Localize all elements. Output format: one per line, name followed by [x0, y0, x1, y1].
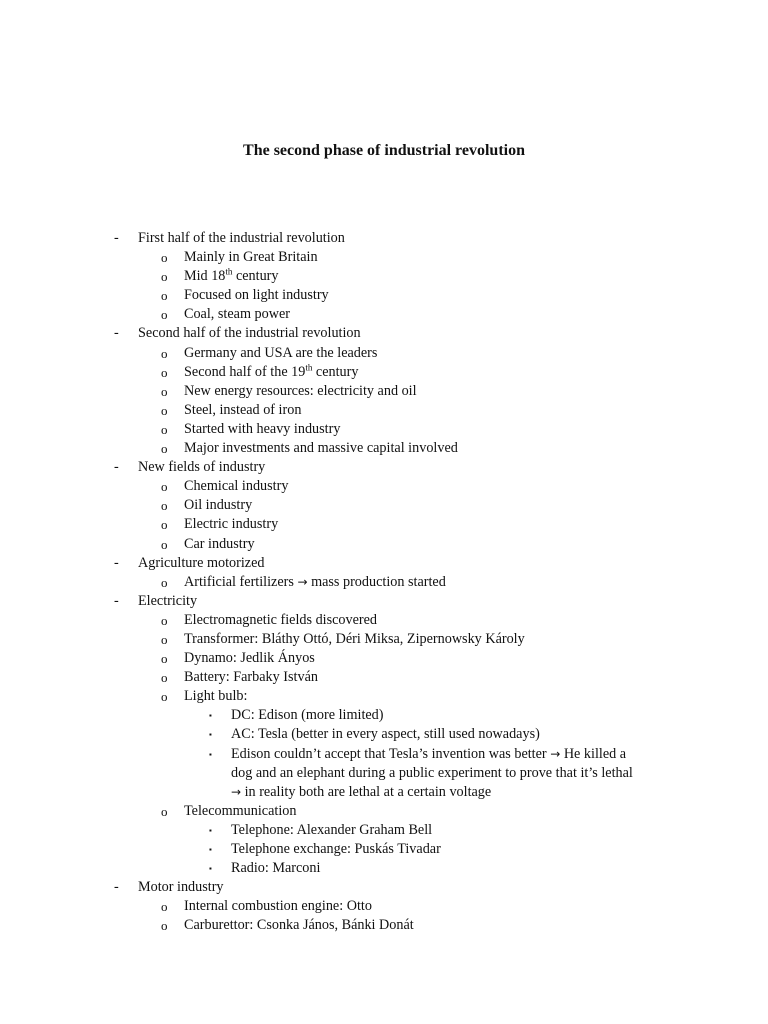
circle-bullet: o	[161, 612, 168, 628]
list-item-text: Agriculture motorized	[138, 554, 265, 571]
list-item-text: First half of the industrial revolution	[138, 230, 345, 246]
list-item-level-1	[0, 305, 768, 324]
square-bullet: ▪	[209, 730, 212, 740]
list-item-text: Telephone: Alexander Graham Bell	[231, 821, 433, 838]
text-segment: Edison couldn’t accept that Tesla’s invention was better	[231, 745, 551, 762]
dash-bullet: -	[114, 230, 119, 246]
list-item-text: Mainly in Great Britain	[184, 249, 318, 266]
list-item-level-2	[0, 859, 768, 878]
list-item-text: Electricity	[138, 592, 198, 609]
page-title: The second phase of industrial revolution	[243, 142, 525, 159]
text-segment: century	[232, 268, 279, 285]
square-bullet: ▪	[209, 749, 212, 759]
list-item-text	[184, 363, 358, 382]
circle-bullet: o	[161, 498, 168, 514]
list-item-level-2	[0, 725, 768, 744]
list-item-level-2	[0, 745, 768, 764]
text-segment: mass production started	[307, 573, 446, 590]
circle-bullet: o	[161, 269, 168, 285]
circle-bullet: o	[161, 631, 168, 647]
list-item-text: Motor industry	[138, 879, 224, 896]
circle-bullet: o	[161, 479, 168, 495]
right-arrow-icon: →	[231, 784, 242, 799]
list-item-text: Car industry	[184, 535, 255, 552]
ordinal-superscript: th	[305, 361, 313, 372]
text-segment: Mid 18	[184, 268, 226, 285]
text-segment: Artificial fertilizers	[184, 573, 298, 590]
list-item-level-1	[0, 286, 768, 305]
list-item-text: New fields of industry	[138, 459, 266, 476]
list-item-text	[231, 745, 626, 764]
circle-bullet: o	[161, 383, 168, 399]
circle-bullet: o	[161, 899, 168, 915]
text-segment: in reality both are lethal at a certain voltage	[241, 783, 492, 800]
list-item-level-1	[0, 344, 768, 363]
list-item-text: Carburettor: Csonka János, Bánki Donát	[184, 917, 414, 934]
list-item-level-1	[0, 687, 768, 706]
list-item-continuation	[0, 783, 768, 802]
list-item-text: Battery: Farbaky István	[184, 669, 318, 686]
dash-bullet: -	[114, 459, 119, 476]
list-item-level-1	[0, 916, 768, 935]
list-item-level-0	[0, 554, 768, 573]
text-segment: century	[312, 363, 359, 380]
bullet-outline	[0, 229, 768, 935]
circle-bullet: o	[161, 307, 168, 323]
circle-bullet: o	[161, 364, 168, 380]
square-bullet: ▪	[209, 864, 212, 874]
circle-bullet: o	[161, 517, 168, 533]
list-item-level-0	[0, 592, 768, 611]
list-item-continuation	[0, 764, 768, 783]
square-bullet: ▪	[209, 825, 212, 835]
circle-bullet: o	[161, 441, 168, 457]
list-item-text: Started with heavy industry	[184, 420, 341, 437]
list-item-level-1	[0, 439, 768, 458]
list-item-text: Second half of the industrial revolution	[138, 325, 361, 342]
list-item-level-0	[0, 324, 768, 343]
list-item-text: AC: Tesla (better in every aspect, still used nowadays)	[231, 726, 540, 743]
dash-bullet: -	[114, 554, 119, 571]
list-item-text: Steel, instead of iron	[184, 401, 302, 418]
circle-bullet: o	[161, 651, 168, 667]
right-arrow-icon: →	[550, 746, 561, 761]
list-item-level-1	[0, 535, 768, 554]
list-item-level-1	[0, 477, 768, 496]
circle-bullet: o	[161, 803, 168, 819]
list-item-text: Germany and USA are the leaders	[184, 344, 378, 361]
circle-bullet: o	[161, 918, 168, 934]
list-item-level-0	[0, 229, 768, 248]
list-item-level-1	[0, 515, 768, 534]
circle-bullet: o	[161, 288, 168, 304]
list-item-level-1	[0, 267, 768, 286]
square-bullet: ▪	[209, 845, 212, 854]
list-item-level-1	[0, 382, 768, 401]
list-item-level-0	[0, 458, 768, 477]
list-item-text: Coal, steam power	[184, 306, 290, 323]
list-item-text: Oil industry	[184, 497, 253, 514]
list-item-level-2	[0, 821, 768, 840]
list-item-text: DC: Edison (more limited)	[231, 707, 384, 724]
circle-bullet: o	[161, 574, 168, 590]
square-bullet: ▪	[209, 711, 212, 721]
dash-bullet: -	[114, 325, 119, 342]
list-item-text: New energy resources: electricity and oil	[184, 382, 417, 399]
list-item-level-1	[0, 248, 768, 267]
list-item-text: dog and an elephant during a public experiment to prove that it’s lethal	[231, 764, 633, 781]
list-item-text: Focused on light industry	[184, 287, 329, 304]
list-item-level-1	[0, 649, 768, 668]
list-item-text: Major investments and massive capital involved	[184, 440, 458, 457]
ordinal-superscript: th	[225, 266, 233, 277]
circle-bullet: o	[161, 421, 168, 437]
list-item-text: Internal combustion engine: Otto	[184, 898, 372, 915]
circle-bullet: o	[161, 536, 168, 552]
list-item-level-1	[0, 420, 768, 439]
list-item-level-1	[0, 611, 768, 630]
circle-bullet: o	[161, 345, 168, 361]
list-item-text: Chemical industry	[184, 478, 289, 495]
list-item-level-1	[0, 496, 768, 515]
list-item-level-1	[0, 802, 768, 821]
list-item-text	[231, 783, 491, 802]
list-item-level-1	[0, 630, 768, 649]
dash-bullet: -	[114, 592, 119, 609]
list-item-text: Radio: Marconi	[231, 860, 321, 877]
text-segment: He killed a	[560, 745, 627, 762]
circle-bullet: o	[161, 402, 168, 418]
list-item-level-1	[0, 897, 768, 916]
list-item-text: Electromagnetic fields discovered	[184, 611, 378, 628]
list-item-text: Electric industry	[184, 516, 279, 533]
list-item-level-1	[0, 573, 768, 592]
list-item-text	[184, 267, 279, 286]
list-item-text: Light bulb:	[184, 688, 248, 705]
list-item-text: Telecommunication	[184, 802, 297, 819]
list-item-text: Dynamo: Jedlik Ányos	[184, 650, 315, 667]
list-item-level-1	[0, 668, 768, 687]
circle-bullet: o	[161, 689, 168, 705]
list-item-level-2	[0, 706, 768, 725]
list-item-level-2	[0, 840, 768, 859]
list-item-level-0	[0, 878, 768, 897]
circle-bullet: o	[161, 670, 168, 686]
list-item-text: Telephone exchange: Puskás Tivadar	[231, 841, 441, 857]
list-item-level-1	[0, 401, 768, 420]
text-segment: Second half of the 19	[184, 363, 306, 380]
dash-bullet: -	[114, 879, 119, 896]
list-item-text	[184, 573, 446, 592]
right-arrow-icon: →	[297, 574, 308, 589]
list-item-text: Transformer: Bláthy Ottó, Déri Miksa, Zipernowsky Károly	[184, 630, 525, 647]
circle-bullet: o	[161, 250, 168, 266]
list-item-level-1	[0, 363, 768, 382]
